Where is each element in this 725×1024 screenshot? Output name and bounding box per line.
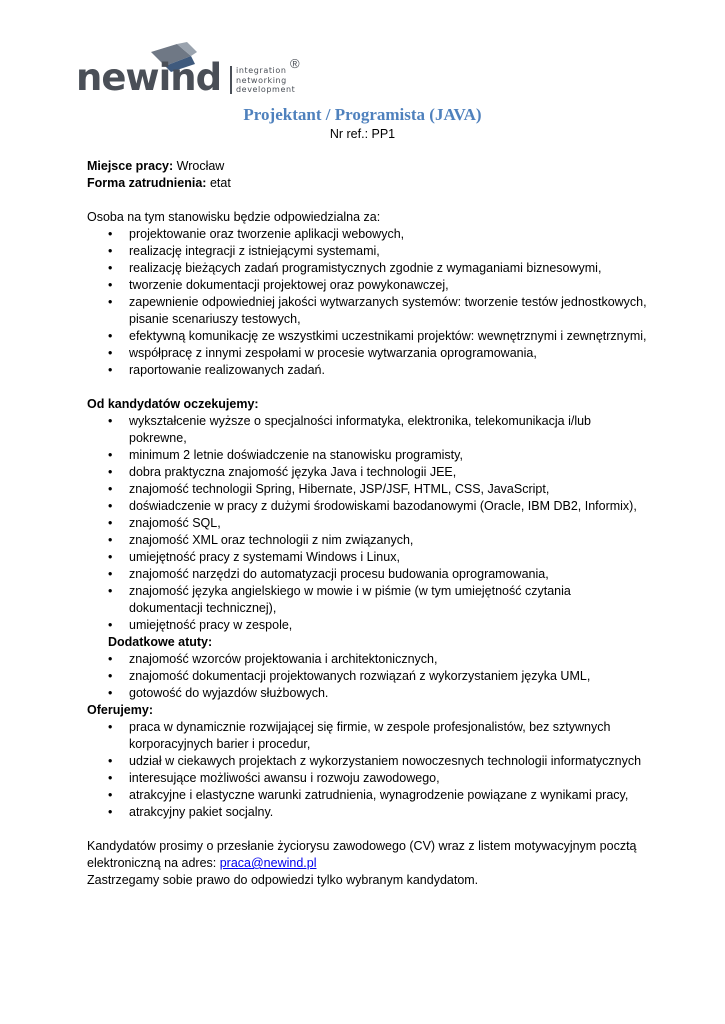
list-item: • praca w dynamicznie rozwijającej się firmie, w zespole profesjonalistów, bez sztywnych korporacyjnych barier i procedur, [87, 719, 647, 753]
extras-heading: Dodatkowe atuty: [108, 635, 213, 649]
location-line: Miejsce pracy: Wrocław [87, 159, 225, 173]
email-link[interactable]: praca@newind.pl [219, 856, 317, 870]
list-item: • raportowanie realizowanych zadań. [87, 362, 647, 379]
list-item: • atrakcyjne i elastyczne warunki zatrudnienia, wynagrodzenie powiązane z wynikami pracy, [87, 787, 647, 804]
list-item: • znajomość XML oraz technologii z nim związanych, [87, 532, 647, 549]
list-item: • wykształcenie wyższe o specjalności informatyka, elektronika, telekomunikacja i/lub pokrewne, [87, 413, 647, 447]
job-title: Projektant / Programista (JAVA) [243, 105, 482, 124]
list-item: • znajomość narzędzi do automatyzacji procesu budowania oprogramowania, [87, 566, 647, 583]
list-item: • doświadczenie w pracy z dużymi środowiskami bazodanowymi (Oracle, IBM DB2, Informix), [87, 498, 647, 515]
logo-divider [230, 66, 232, 94]
list-item: • dobra praktyczna znajomość języka Java i technologii JEE, [87, 464, 647, 481]
offer-list [87, 719, 647, 821]
logo-tagline: integration networking development [236, 66, 296, 94]
list-item: • atrakcyjny pakiet socjalny. [87, 804, 647, 821]
responsibilities-list [87, 226, 647, 379]
list-item: • realizację integracji z istniejącymi systemami, [87, 243, 647, 260]
employment-line: Forma zatrudnienia: etat [87, 176, 231, 190]
list-item: • efektywną komunikację ze wszystkimi uczestnikami projektów: wewnętrznymi i zewnętrznymi, [87, 328, 647, 345]
list-item: • udział w ciekawych projektach z wykorzystaniem nowoczesnych technologii informatycznych [87, 753, 647, 770]
list-item: • znajomość wzorców projektowania i architektonicznych, [87, 651, 647, 668]
requirements-heading: Od kandydatów oczekujemy: [87, 397, 259, 411]
list-item: • znajomość SQL, [87, 515, 647, 532]
application-instructions: Kandydatów prosimy o przesłanie życiorysu zawodowego (CV) wraz z listem motywacyjnym pocztą elektroniczną na adres: praca@newind.pl [87, 839, 637, 870]
responsibilities-intro: Osoba na tym stanowisku będzie odpowiedzialna za: [87, 210, 381, 224]
list-item: • znajomość dokumentacji projektowanych rozwiązań z wykorzystaniem języka UML, [87, 668, 647, 685]
extras-list [87, 651, 647, 702]
list-item: • współpracę z innymi zespołami w procesie wytwarzania oprogramowania, [87, 345, 647, 362]
list-item: • zapewnienie odpowiedniej jakości wytwarzanych systemów: tworzenie testów jednostkowych, pisanie scenariuszy testowych, [87, 294, 647, 328]
list-item: • interesujące możliwości awansu i rozwoju zawodowego, [87, 770, 647, 787]
company-logo [76, 38, 316, 100]
list-item: • tworzenie dokumentacji projektowej oraz powykonawczej, [87, 277, 647, 294]
list-item: • znajomość języka angielskiego w mowie i w piśmie (w tym umiejętność czytania dokumentacji technicznej), [87, 583, 647, 617]
list-item: • realizację bieżących zadań programistycznych zgodnie z wymaganiami biznesowymi, [87, 260, 647, 277]
registered-mark: ® [290, 56, 300, 71]
logo-wordmark: newind [76, 56, 222, 99]
document-body [87, 158, 647, 889]
list-item: • umiejętność pracy z systemami Windows i Linux, [87, 549, 647, 566]
list-item: • gotowość do wyjazdów służbowych. [87, 685, 647, 702]
list-item: • znajomość technologii Spring, Hibernate, JSP/JSF, HTML, CSS, JavaScript, [87, 481, 647, 498]
list-item: • projektowanie oraz tworzenie aplikacji webowych, [87, 226, 647, 243]
offer-heading: Oferujemy: [87, 703, 153, 717]
list-item: • minimum 2 letnie doświadczenie na stanowisku programisty, [87, 447, 647, 464]
list-item: • umiejętność pracy w zespole, [87, 617, 647, 634]
requirements-list [87, 413, 647, 634]
reference-number: Nr ref.: PP1 [329, 127, 396, 141]
closing-note: Zastrzegamy sobie prawo do odpowiedzi tylko wybranym kandydatom. [87, 873, 479, 887]
